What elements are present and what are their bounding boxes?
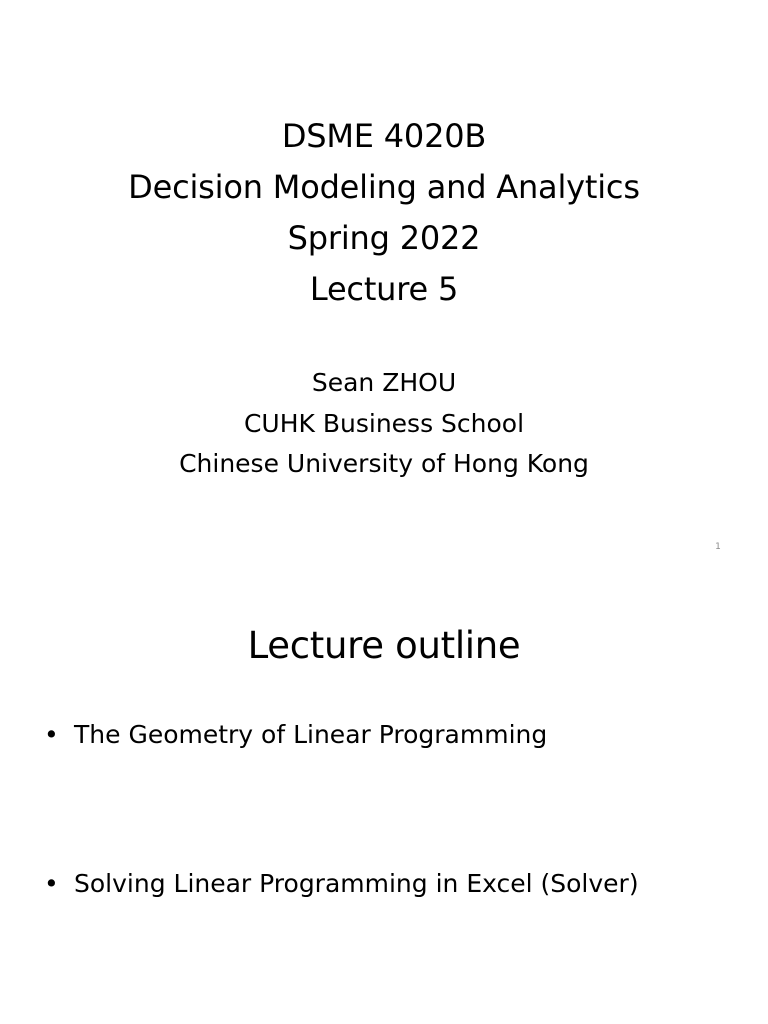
- bullet-icon: •: [44, 720, 59, 749]
- list-item: [44, 866, 754, 902]
- author-university: Chinese University of Hong Kong: [179, 449, 589, 478]
- author-name: Sean ZHOU: [311, 368, 457, 397]
- list-item-text: Solving Linear Programming in Excel (Solver): [74, 869, 639, 898]
- slide-2: [0, 576, 768, 1024]
- course-term: Spring 2022: [287, 219, 481, 257]
- author-info: [0, 363, 768, 485]
- author-school: CUHK Business School: [243, 408, 525, 438]
- outline-title: Lecture outline: [247, 624, 521, 667]
- list-item: [44, 717, 754, 753]
- lecture-number: Lecture 5: [309, 270, 459, 308]
- list-item-text: The Geometry of Linear Programming: [74, 720, 548, 749]
- page-number: 1: [715, 542, 721, 552]
- course-name: Decision Modeling and Analytics: [128, 168, 640, 206]
- bullet-icon: •: [44, 869, 59, 898]
- course-title: [0, 111, 768, 315]
- course-code: DSME 4020B: [281, 117, 487, 155]
